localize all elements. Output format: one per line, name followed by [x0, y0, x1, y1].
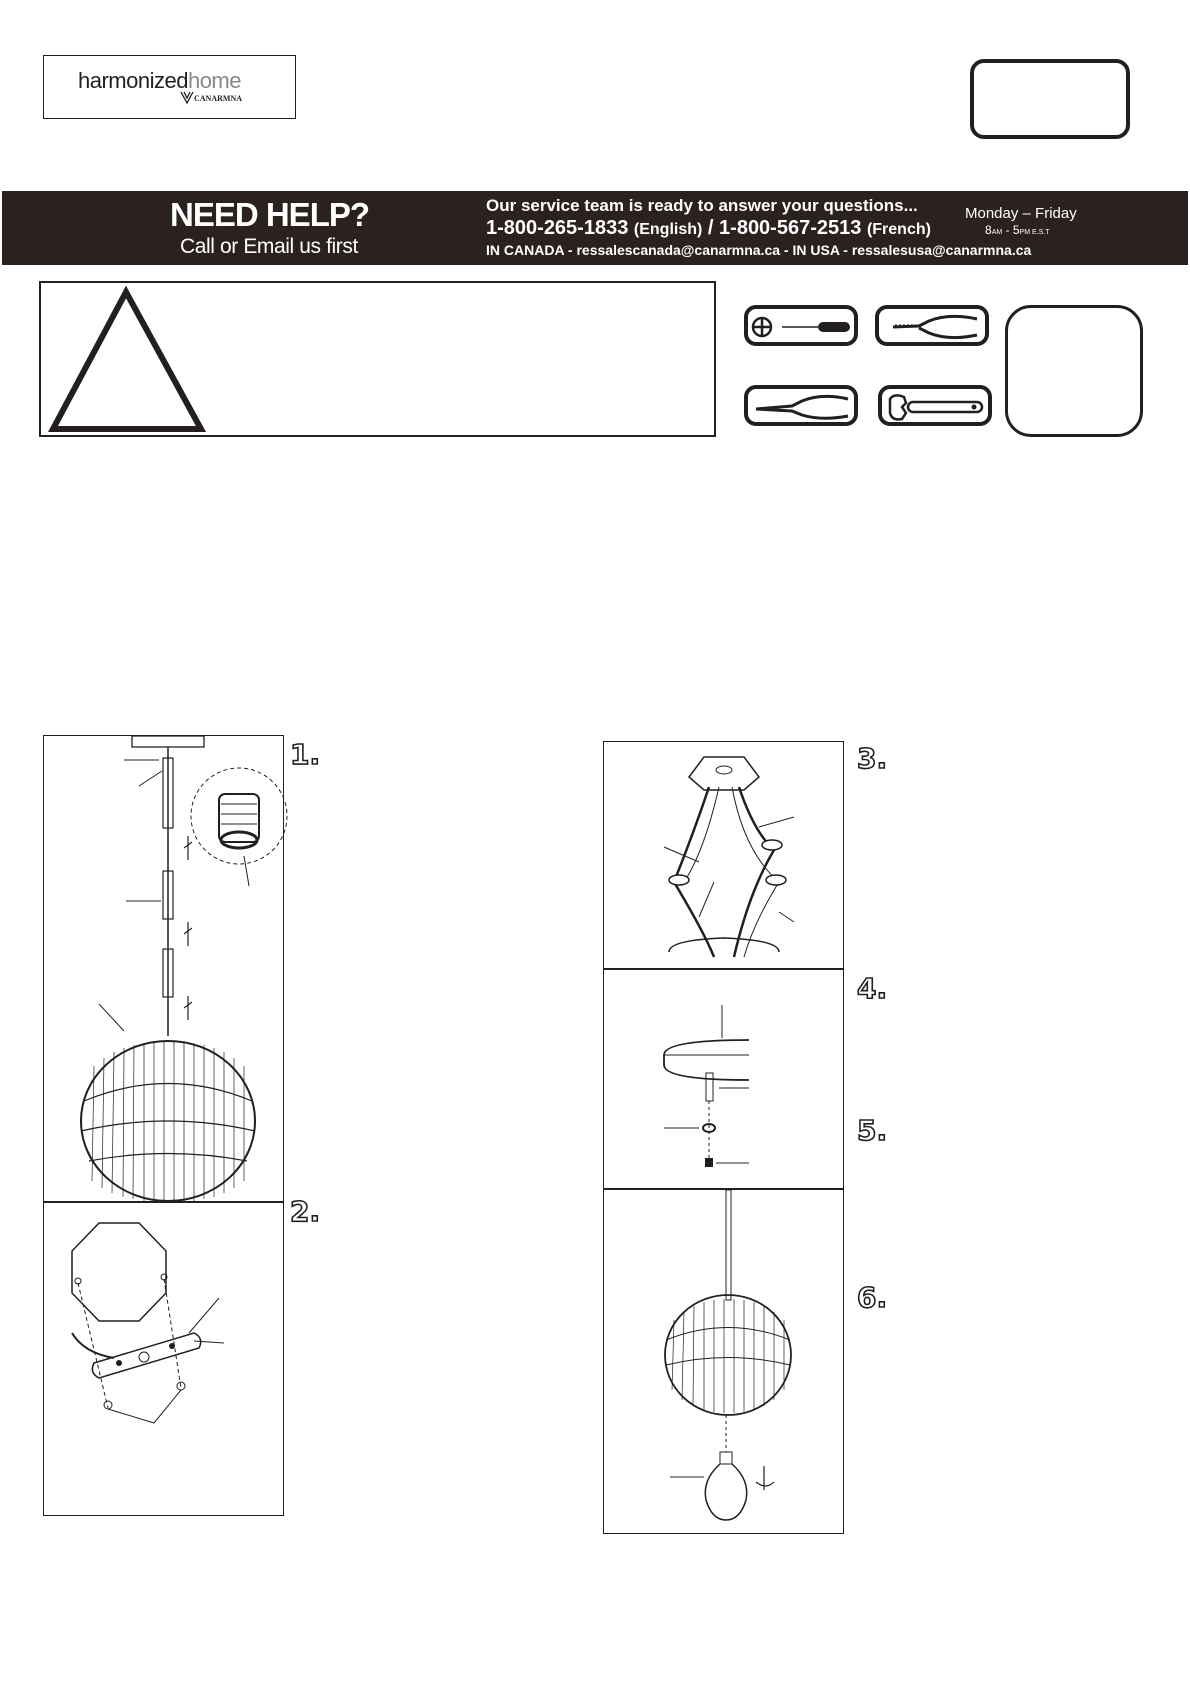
- wrench-icon: [882, 389, 992, 425]
- canarmna-mark-icon: [181, 92, 193, 104]
- tools-side-box: [1005, 305, 1143, 437]
- bulb-installation-illustration: [604, 1190, 845, 1535]
- wire-stripper-icon: [879, 309, 989, 345]
- phone-english-label: (English): [633, 221, 703, 238]
- brand-sub: CANARMNA: [194, 94, 242, 103]
- phone-english[interactable]: 1-800-265-1833: [486, 217, 629, 239]
- step1-panel: [43, 735, 284, 1202]
- help-emails[interactable]: IN CANADA - ressalescanada@canarmna.ca - IN USA - ressalesusa@canarmna.ca: [486, 242, 1032, 258]
- help-banner: [2, 191, 1188, 265]
- tool-screwdriver: [744, 305, 858, 346]
- help-days: Monday – Friday: [965, 205, 1077, 222]
- step6-panel: [603, 1189, 844, 1534]
- model-number-box: [970, 59, 1130, 139]
- wiring-connection-illustration: [604, 742, 845, 970]
- step4-5-panel: [603, 969, 844, 1189]
- step-number-6: 6.: [857, 1281, 888, 1314]
- step2-panel: [43, 1202, 284, 1516]
- junction-box-illustration: [44, 1203, 285, 1517]
- help-hours: 8AM - 5PM E.S.T: [985, 223, 1050, 237]
- step-number-3: 3.: [857, 742, 888, 775]
- tool-wrench: [878, 385, 992, 426]
- phone-french[interactable]: 1-800-567-2513: [719, 217, 862, 239]
- warning-triangle-icon: [47, 285, 207, 435]
- step-number-5: 5.: [857, 1114, 888, 1147]
- screwdriver-icon: [748, 309, 858, 345]
- step-number-1: 1.: [290, 738, 321, 771]
- brand-name: [78, 68, 241, 94]
- needle-nose-pliers-icon: [748, 389, 858, 425]
- tool-wire-stripper: [875, 305, 989, 346]
- help-title: NEED HELP?: [170, 196, 370, 233]
- brand-name-part1: harmonized: [78, 68, 188, 93]
- brand-logo-box: [43, 55, 296, 119]
- help-intro: Our service team is ready to answer your questions...: [486, 196, 918, 215]
- phone-french-label: (French): [866, 221, 931, 238]
- canopy-mounting-illustration: [604, 970, 845, 1190]
- tool-needle-nose-pliers: [744, 385, 858, 426]
- pendant-assembly-illustration: [44, 736, 285, 1203]
- brand-name-part2: home: [187, 68, 241, 93]
- help-subtitle: Call or Email us first: [180, 235, 358, 258]
- step-number-4: 4.: [857, 972, 888, 1005]
- step-number-2: 2.: [290, 1195, 321, 1228]
- help-phones: 1-800-265-1833 (English) / 1-800-567-2513 (French): [486, 217, 931, 239]
- step3-panel: [603, 741, 844, 969]
- warning-box: [39, 281, 716, 437]
